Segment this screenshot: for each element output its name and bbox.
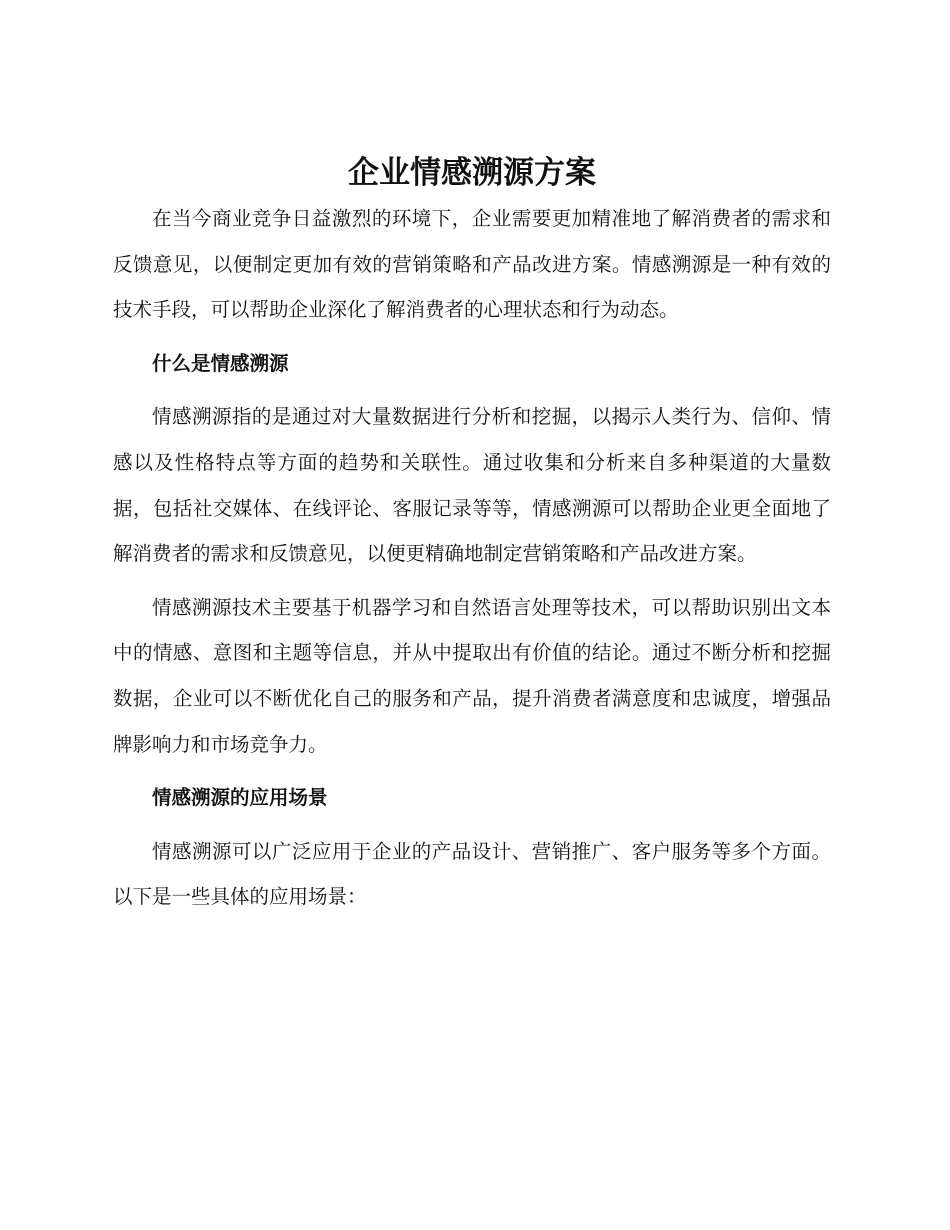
intro-paragraph: 在当今商业竞争日益激烈的环境下，企业需要更加精准地了解消费者的需求和反馈意见，以便制定更加有效的营销策略和产品改进方案。情感溯源是一种有效的技术手段，可以帮助企业深化了解消费者的心理状态和行为动态。 — [113, 207, 831, 322]
document-body — [113, 150, 831, 920]
section2-paragraph-1: 情感溯源可以广泛应用于企业的产品设计、营销推广、客户服务等多个方面。以下是一些具体的应用场景： — [113, 839, 831, 909]
document-title: 企业情感溯源方案 — [348, 155, 596, 191]
section1-paragraph-2: 情感溯源技术主要基于机器学习和自然语言处理等技术，可以帮助识别出文本中的情感、意图和主题等信息，并从中提取出有价值的结论。通过不断分析和挖掘数据，企业可以不断优化自己的服务和产品，提升消费者满意度和忠诚度，增强品牌影响力和市场竞争力。 — [113, 595, 831, 756]
section-heading-what-is: 什么是情感溯源 — [152, 351, 289, 375]
section-heading-use-cases: 情感溯源的应用场景 — [152, 786, 328, 810]
section1-paragraph-1: 情感溯源指的是通过对大量数据进行分析和挖掘，以揭示人类行为、信仰、情感以及性格特点等方面的趋势和关联性。通过收集和分析来自多种渠道的大量数据，包括社交媒体、在线评论、客服记录等等，情感溯源可以帮助企业更全面地了解消费者的需求和反馈意见，以便更精确地制定营销策略和产品改进方案。 — [113, 405, 831, 566]
